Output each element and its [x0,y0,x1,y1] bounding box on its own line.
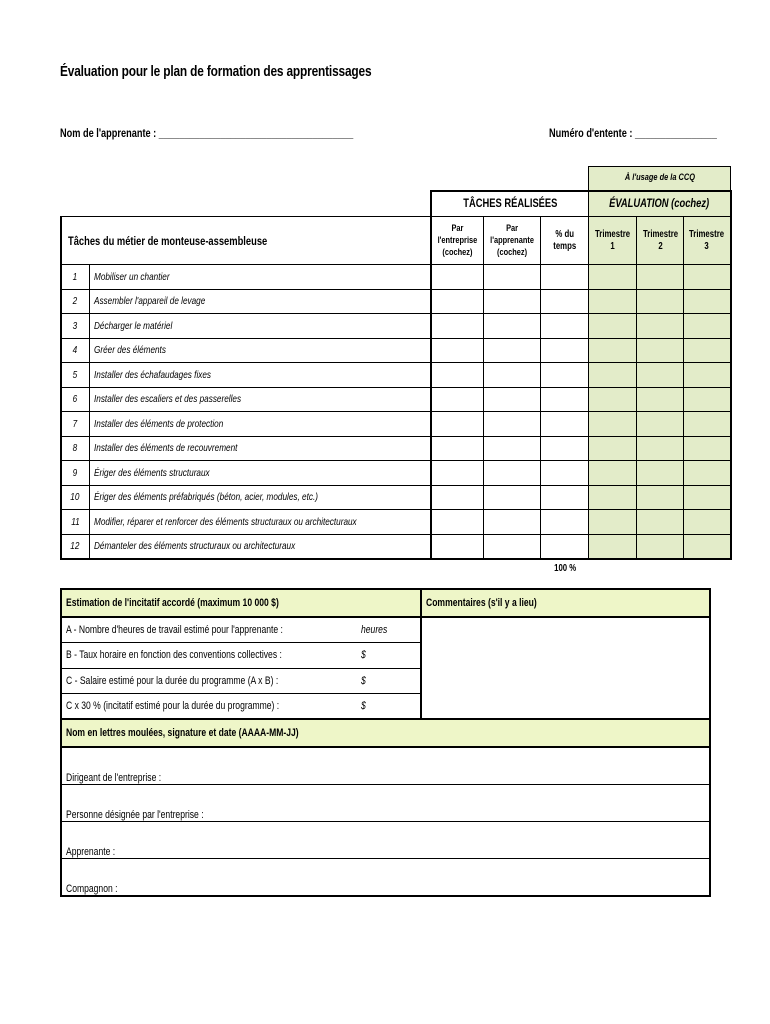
table-row [61,265,731,290]
apprentice-checkbox-cell[interactable] [484,510,541,535]
total-percent: 100 % [553,563,576,574]
trimester-2-cell[interactable] [637,363,684,388]
time-percent-cell[interactable] [541,461,589,486]
trimester-2-cell[interactable] [637,314,684,339]
task-number: 9 [61,461,89,486]
time-percent-cell[interactable] [541,289,589,314]
task-number: 8 [61,436,89,461]
task-label: Décharger le matériel [89,314,431,339]
trimester-1-cell[interactable] [589,363,637,388]
apprentice-checkbox-cell[interactable] [484,265,541,290]
table-row [61,289,731,314]
company-checkbox-cell[interactable] [431,510,483,535]
task-label: Ériger des éléments préfabriqués (béton, acier, modules, etc.) [89,485,431,510]
table-row [61,436,731,461]
apprentice-checkbox-cell[interactable] [484,534,541,559]
task-label: Ériger des éléments structuraux [89,461,431,486]
trimester-3-cell[interactable] [684,534,731,559]
task-label: Assembler l'appareil de levage [89,289,431,314]
estimation-unit[interactable]: $ [361,694,421,720]
apprentice-checkbox-cell[interactable] [484,314,541,339]
table-row [61,363,731,388]
apprentice-name-field[interactable]: Nom de l'apprenante : ______________________________________ [60,128,354,140]
task-label: Démanteler des éléments structuraux ou architecturaux [89,534,431,559]
company-checkbox-cell[interactable] [431,485,483,510]
comments-header: Commentaires (s'il y a lieu) [426,597,537,609]
time-percent-cell[interactable] [541,510,589,535]
company-checkbox-cell[interactable] [431,412,483,437]
task-label: Installer des éléments de protection [89,412,431,437]
trimester-2-cell[interactable] [637,510,684,535]
task-label: Gréer des éléments [89,338,431,363]
trimester-1-cell[interactable] [589,387,637,412]
company-checkbox-cell[interactable] [431,534,483,559]
company-checkbox-cell[interactable] [431,363,483,388]
company-checkbox-cell[interactable] [431,338,483,363]
time-percent-cell[interactable] [541,363,589,388]
table-row [61,387,731,412]
trimester-3-cell[interactable] [684,265,731,290]
apprentice-checkbox-cell[interactable] [484,338,541,363]
company-checkbox-cell[interactable] [431,314,483,339]
trimester-2-cell[interactable] [637,387,684,412]
task-label: Mobiliser un chantier [89,265,431,290]
ccq-usage-label: À l'usage de la CCQ [624,172,695,184]
task-number: 11 [61,510,89,535]
estimation-unit[interactable]: heures [361,617,421,643]
trimester-3-cell[interactable] [684,387,731,412]
apprentice-checkbox-cell[interactable] [484,412,541,437]
company-checkbox-cell[interactable] [431,265,483,290]
page-title: Évaluation pour le plan de formation des apprentissages [60,64,372,80]
apprentice-checkbox-cell[interactable] [484,387,541,412]
apprentice-checkbox-cell[interactable] [484,363,541,388]
trimester-2-cell[interactable] [637,289,684,314]
apprentice-checkbox-cell[interactable] [484,485,541,510]
trimester-1-cell[interactable] [589,314,637,339]
task-number: 6 [61,387,89,412]
signature-field[interactable]: Compagnon : [61,859,710,897]
trimester-2-cell[interactable] [637,412,684,437]
estimation-header: Estimation de l'incitatif accordé (maximum 10 000 $) [66,597,279,609]
trimester-1-cell[interactable] [589,510,637,535]
trimester-3-cell[interactable] [684,363,731,388]
signature-row[interactable] [61,785,710,822]
time-column-header: % du temps [541,217,589,265]
table-row [61,461,731,486]
time-percent-cell[interactable] [541,265,589,290]
trimester-3-cell[interactable] [684,436,731,461]
table-row [61,534,731,559]
estimation-label: C x 30 % (incitatif estimé pour la durée du programme) : [61,694,361,720]
trimester-1-cell[interactable] [589,534,637,559]
trimester-2-cell[interactable] [637,534,684,559]
estimation-label: B - Taux horaire en fonction des conventions collectives : [61,643,361,669]
estimation-table [60,588,711,897]
table-row [61,412,731,437]
apprentice-checkbox-cell[interactable] [484,461,541,486]
signature-header: Nom en lettres moulées, signature et date (AAAA-MM-JJ) [66,727,299,739]
tasks-done-header: TÂCHES RÉALISÉES [463,196,558,211]
time-percent-cell[interactable] [541,314,589,339]
task-label: Installer des éléments de recouvrement [89,436,431,461]
trimester-2-cell[interactable] [637,461,684,486]
apprentice-checkbox-cell[interactable] [484,436,541,461]
tasks-table [60,166,732,579]
table-row [61,485,731,510]
apprentice-checkbox-cell[interactable] [484,289,541,314]
trade-tasks-header: Tâches du métier de monteuse-assembleuse [68,233,268,248]
evaluation-header: ÉVALUATION (cochez) [609,196,710,211]
time-percent-cell[interactable] [541,436,589,461]
time-percent-cell[interactable] [541,534,589,559]
trimester-2-header: Trimestre 2 [637,217,684,265]
company-checkbox-cell[interactable] [431,436,483,461]
task-number: 1 [61,265,89,290]
trimester-1-cell[interactable] [589,338,637,363]
signature-field[interactable]: Apprenante : [61,822,710,859]
estimation-unit[interactable]: $ [361,643,421,669]
task-label: Installer des escaliers et des passerelles [89,387,431,412]
trimester-3-cell[interactable] [684,412,731,437]
task-label: Installer des échafaudages fixes [89,363,431,388]
trimester-1-cell[interactable] [589,265,637,290]
task-number: 7 [61,412,89,437]
trimester-2-cell[interactable] [637,265,684,290]
trimester-1-cell[interactable] [589,412,637,437]
table-row [61,338,731,363]
trimester-3-cell[interactable] [684,289,731,314]
agreement-number-field[interactable]: Numéro d'entente : ________________ [549,128,717,140]
company-checkbox-cell[interactable] [431,461,483,486]
task-number: 10 [61,485,89,510]
task-number: 5 [61,363,89,388]
estimation-label: A - Nombre d'heures de travail estimé pour l'apprenante : [61,617,361,643]
trimester-3-cell[interactable] [684,314,731,339]
task-number: 4 [61,338,89,363]
company-checkbox-cell[interactable] [431,289,483,314]
estimation-row [61,617,710,643]
table-row [61,510,731,535]
company-column-header: Par l'entreprise (cochez) [431,217,483,265]
table-row [61,314,731,339]
signature-row[interactable] [61,822,710,859]
trimester-2-cell[interactable] [637,485,684,510]
task-number: 3 [61,314,89,339]
signature-field[interactable]: Dirigeant de l'entreprise : [61,747,710,785]
signature-row[interactable] [61,747,710,785]
trimester-3-cell[interactable] [684,461,731,486]
task-number: 2 [61,289,89,314]
apprentice-column-header: Par l'apprenante (cochez) [484,217,541,265]
trimester-3-cell[interactable] [684,485,731,510]
trimester-2-cell[interactable] [637,436,684,461]
signature-field[interactable]: Personne désignée par l'entreprise : [61,785,710,822]
time-percent-cell[interactable] [541,412,589,437]
trimester-2-cell[interactable] [637,338,684,363]
estimation-label: C - Salaire estimé pour la durée du programme (A x B) : [61,668,361,694]
trimester-1-cell[interactable] [589,461,637,486]
time-percent-cell[interactable] [541,338,589,363]
trimester-1-header: Trimestre 1 [589,217,637,265]
trimester-1-cell[interactable] [589,289,637,314]
trimester-1-cell[interactable] [589,436,637,461]
estimation-unit[interactable]: $ [361,668,421,694]
comments-box[interactable] [421,617,710,719]
task-number: 12 [61,534,89,559]
company-checkbox-cell[interactable] [431,387,483,412]
trimester-3-cell[interactable] [684,338,731,363]
trimester-1-cell[interactable] [589,485,637,510]
time-percent-cell[interactable] [541,387,589,412]
task-label: Modifier, réparer et renforcer des éléments structuraux ou architecturaux [89,510,431,535]
signature-row[interactable] [61,859,710,897]
time-percent-cell[interactable] [541,485,589,510]
trimester-3-header: Trimestre 3 [684,217,731,265]
trimester-3-cell[interactable] [684,510,731,535]
